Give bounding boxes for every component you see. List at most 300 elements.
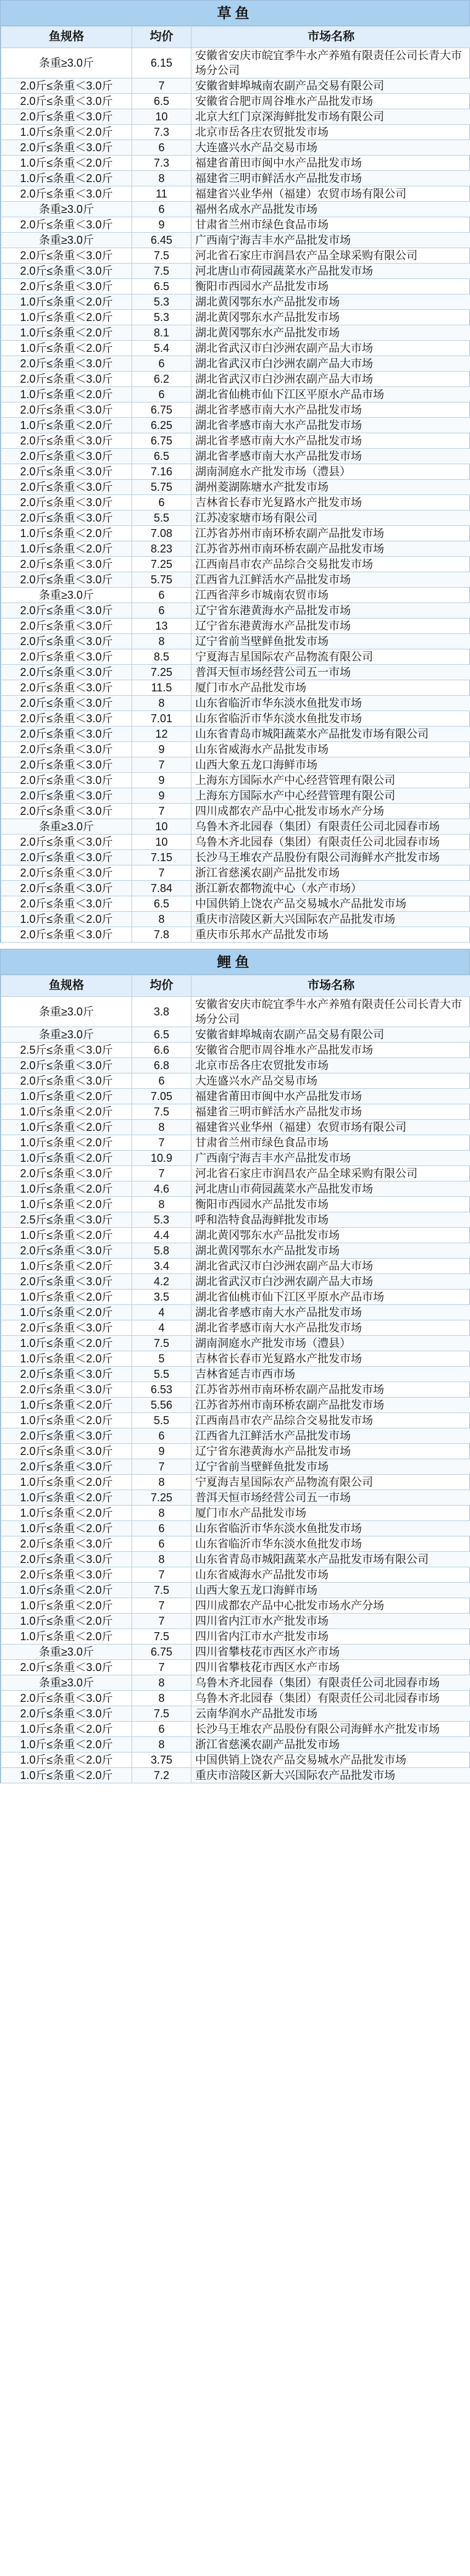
cell-price: 7.25 [132,1490,191,1506]
cell-spec: 2.5斤≤条重＜3.0斤 [1,1043,132,1058]
cell-market: 湖州菱湖陈塘水产批发市场 [191,480,470,495]
cell-market: 厦门市水产品批发市场 [191,1506,470,1521]
cell-spec: 1.0斤≤条重＜2.0斤 [1,1104,132,1120]
cell-price: 6 [132,588,191,603]
cell-market: 河北省石家庄市润昌农产品全球采购有限公司 [191,248,470,264]
cell-spec: 1.0斤≤条重＜2.0斤 [1,1182,132,1197]
cell-price: 8 [132,1737,191,1753]
cell-price: 7.15 [132,850,191,865]
table-row [1,433,470,449]
cell-spec: 条重≥3.0斤 [1,1027,132,1043]
cell-market: 北京大红门京深海鲜批发市场有限公司 [191,109,470,125]
table-row [1,1459,470,1475]
cell-market: 湖南洞庭水产批发市场（澧县） [191,1336,470,1351]
table-row [1,1058,470,1073]
cell-market: 吉林省长春市光复路水产批发市场 [191,495,470,511]
table-row [1,233,470,248]
table-row [1,480,470,495]
cell-price: 6 [132,356,191,372]
cell-spec: 2.0斤≤条重＜3.0斤 [1,186,132,202]
table-row [1,1398,470,1413]
price-table [1,975,470,1783]
table-row [1,1382,470,1398]
cell-spec: 2.0斤≤条重＜3.0斤 [1,217,132,233]
cell-spec: 1.0斤≤条重＜2.0斤 [1,1753,132,1768]
cell-price: 6.25 [132,418,191,433]
cell-price: 7 [132,1166,191,1182]
cell-price: 5.56 [132,1398,191,1413]
cell-spec: 1.0斤≤条重＜2.0斤 [1,1583,132,1598]
cell-price: 7.5 [132,1336,191,1351]
cell-spec: 2.5斤≤条重＜3.0斤 [1,1212,132,1228]
cell-spec: 1.0斤≤条重＜2.0斤 [1,1398,132,1413]
cell-price: 6.75 [132,433,191,449]
cell-market: 福建省兴业华州（福建）农贸市场有限公司 [191,186,470,202]
cell-market: 福建省莆田市闽中水产品批发市场 [191,156,470,171]
cell-market: 湖北黄冈鄂东水产品批发市场 [191,1228,470,1243]
table-row [1,680,470,696]
cell-spec: 2.0斤≤条重＜3.0斤 [1,1459,132,1475]
cell-market: 广西南宁海吉丰水产品批发市场 [191,1151,470,1166]
cell-spec: 2.0斤≤条重＜3.0斤 [1,649,132,665]
table-row [1,464,470,480]
table-body [1,48,470,943]
cell-spec: 2.0斤≤条重＜3.0斤 [1,1567,132,1583]
table-row [1,804,470,819]
cell-price: 10 [132,109,191,125]
cell-market: 重庆市涪陵区新大兴国际农产品批发市场 [191,912,470,927]
table-row [1,1691,470,1706]
cell-price: 6.75 [132,402,191,418]
cell-market: 四川省攀枝花市西区水产市场 [191,1660,470,1675]
cell-market: 四川省攀枝花市西区水产市场 [191,1644,470,1660]
cell-spec: 2.0斤≤条重＜3.0斤 [1,78,132,94]
cell-spec: 2.0斤≤条重＜3.0斤 [1,1706,132,1722]
cell-market: 江苏省苏州市南环桥农副产品批发市场 [191,541,470,557]
table-row [1,665,470,680]
cell-market: 长沙马王堆农产品股份有限公司海鲜水产批发市场 [191,850,470,865]
cell-spec: 1.0斤≤条重＜2.0斤 [1,1598,132,1614]
column-header-price: 均价 [132,27,191,48]
cell-spec: 1.0斤≤条重＜2.0斤 [1,156,132,171]
cell-price: 6 [132,495,191,511]
column-header-market: 市场名称 [191,27,470,48]
cell-spec: 1.0斤≤条重＜2.0斤 [1,171,132,186]
cell-market: 安徽省安庆市皖宜季牛水产养殖有限责任公司长青大市场分公司 [191,48,470,78]
cell-spec: 2.0斤≤条重＜3.0斤 [1,480,132,495]
cell-market: 中国供销上饶农产品交易城水产品批发市场 [191,1753,470,1768]
table-row [1,341,470,356]
cell-market: 辽宁省前当壁鲜鱼批发市场 [191,1459,470,1475]
cell-market: 呼和浩特食品海鲜批发市场 [191,1212,470,1228]
table-row [1,1737,470,1753]
cell-spec: 1.0斤≤条重＜2.0斤 [1,1521,132,1536]
cell-market: 浙江新农都物流中心（水产市场） [191,881,470,896]
cell-spec: 1.0斤≤条重＜2.0斤 [1,325,132,341]
cell-market: 山东省青岛市城阳蔬菜水产品批发市场有限公司 [191,727,470,742]
cell-price: 9 [132,773,191,788]
section-grass-carp [0,0,470,943]
cell-price: 8 [132,1675,191,1691]
table-row [1,1706,470,1722]
cell-market: 江西南昌市农产品综合交易批发市场 [191,1413,470,1428]
cell-spec: 2.0斤≤条重＜3.0斤 [1,1552,132,1567]
cell-price: 7.25 [132,557,191,572]
cell-market: 乌鲁木齐北园春（集团）有限责任公司北园春市场 [191,835,470,850]
cell-market: 湖北省孝感市南大水产品批发市场 [191,402,470,418]
cell-price: 5.5 [132,511,191,526]
table-row [1,727,470,742]
table-row [1,634,470,649]
cell-price: 11 [132,186,191,202]
cell-market: 山西大象五龙口海鲜市场 [191,1583,470,1598]
cell-market: 江苏凌家塘市场有限公司 [191,511,470,526]
cell-price: 7.5 [132,248,191,264]
cell-price: 4 [132,1320,191,1336]
table-row [1,1490,470,1506]
table-row [1,1753,470,1768]
cell-market: 四川省内江市水产批发市场 [191,1629,470,1644]
cell-price: 7.5 [132,264,191,279]
cell-spec: 2.0斤≤条重＜3.0斤 [1,757,132,773]
cell-spec: 2.0斤≤条重＜3.0斤 [1,835,132,850]
cell-spec: 1.0斤≤条重＜2.0斤 [1,387,132,402]
cell-price: 6 [132,603,191,619]
cell-market: 福建省莆田市闽中水产品批发市场 [191,1089,470,1104]
cell-spec: 2.0斤≤条重＜3.0斤 [1,264,132,279]
cell-spec: 条重≥3.0斤 [1,48,132,78]
table-row [1,1413,470,1428]
table-row [1,125,470,140]
cell-price: 11.5 [132,680,191,696]
cell-spec: 2.0斤≤条重＜3.0斤 [1,1166,132,1182]
table-row [1,1104,470,1120]
table-row [1,248,470,264]
cell-spec: 2.0斤≤条重＜3.0斤 [1,1058,132,1073]
cell-spec: 1.0斤≤条重＜2.0斤 [1,526,132,541]
table-row [1,325,470,341]
cell-market: 湖北省仙桃市仙下江区平原水产品市场 [191,387,470,402]
table-row [1,1243,470,1259]
cell-market: 广西南宁海吉丰水产品批发市场 [191,233,470,248]
cell-market: 甘肃省兰州市绿色食品市场 [191,217,470,233]
cell-market: 江西南昌市农产品综合交易批发市场 [191,557,470,572]
cell-market: 重庆市涪陵区新大兴国际农产品批发市场 [191,1768,470,1783]
cell-spec: 条重≥3.0斤 [1,588,132,603]
cell-market: 北京市岳各庄农贸批发市场 [191,1058,470,1073]
cell-price: 6 [132,202,191,217]
table-row [1,1583,470,1598]
table-row [1,1151,470,1166]
table-row [1,202,470,217]
cell-spec: 2.0斤≤条重＜3.0斤 [1,865,132,881]
cell-price: 5.5 [132,1367,191,1382]
cell-spec: 1.0斤≤条重＜2.0斤 [1,1737,132,1753]
cell-spec: 1.0斤≤条重＜2.0斤 [1,341,132,356]
table-row [1,418,470,433]
cell-spec: 2.0斤≤条重＜3.0斤 [1,711,132,727]
table-row [1,1536,470,1552]
table-row [1,1027,470,1043]
cell-price: 7.25 [132,665,191,680]
cell-price: 6.8 [132,1058,191,1073]
cell-spec: 2.0斤≤条重＜3.0斤 [1,433,132,449]
cell-price: 7 [132,1459,191,1475]
section-title: 草鱼 [1,0,469,26]
cell-market: 吉林省长春市光复路水产批发市场 [191,1351,470,1367]
table-row [1,279,470,294]
cell-market: 湖北省孝感市南大水产品批发市场 [191,433,470,449]
table-row [1,1428,470,1444]
cell-price: 7.16 [132,464,191,480]
cell-price: 7.5 [132,1583,191,1598]
table-row [1,402,470,418]
table-row [1,48,470,78]
cell-price: 5.75 [132,572,191,588]
cell-spec: 1.0斤≤条重＜2.0斤 [1,310,132,325]
table-row [1,94,470,109]
section-divider [0,943,470,949]
cell-price: 8.5 [132,649,191,665]
cell-market: 长沙马王堆农产品股份有限公司海鲜水产批发市场 [191,1722,470,1737]
table-row [1,757,470,773]
cell-market: 福建省三明市鲜活水产品批发市场 [191,1104,470,1120]
cell-market: 云南华润水产品批发市场 [191,1706,470,1722]
cell-spec: 1.0斤≤条重＜2.0斤 [1,1614,132,1629]
cell-market: 四川成都农产品中心批发市场水产分场 [191,804,470,819]
cell-price: 8.23 [132,541,191,557]
cell-spec: 2.0斤≤条重＜3.0斤 [1,1382,132,1398]
cell-price: 7 [132,78,191,94]
table-row [1,557,470,572]
cell-price: 6.45 [132,233,191,248]
cell-spec: 条重≥3.0斤 [1,233,132,248]
cell-spec: 2.0斤≤条重＜3.0斤 [1,449,132,464]
cell-price: 10 [132,819,191,835]
table-body [1,997,470,1783]
cell-market: 福州名成水产品批发市场 [191,202,470,217]
cell-market: 山东省临沂市华东淡水鱼批发市场 [191,1536,470,1552]
table-row [1,1506,470,1521]
table-row [1,1660,470,1675]
cell-price: 8 [132,634,191,649]
table-row [1,1351,470,1367]
cell-market: 江西省萍乡市城南农贸市场 [191,588,470,603]
table-row [1,1212,470,1228]
cell-spec: 2.0斤≤条重＜3.0斤 [1,1367,132,1382]
cell-market: 大连盛兴水产品交易市场 [191,140,470,156]
cell-price: 8 [132,1691,191,1706]
cell-spec: 2.0斤≤条重＜3.0斤 [1,603,132,619]
table-row [1,294,470,310]
cell-spec: 2.0斤≤条重＜3.0斤 [1,572,132,588]
cell-price: 5.3 [132,310,191,325]
table-header-row [1,975,470,997]
cell-spec: 1.0斤≤条重＜2.0斤 [1,1490,132,1506]
table-row [1,140,470,156]
table-row [1,649,470,665]
table-row [1,1274,470,1290]
table-row [1,541,470,557]
cell-spec: 2.0斤≤条重＜3.0斤 [1,109,132,125]
cell-price: 6.53 [132,1382,191,1398]
cell-market: 吉林省延吉市西市场 [191,1367,470,1382]
cell-price: 7.84 [132,881,191,896]
cell-price: 7 [132,865,191,881]
cell-price: 7.3 [132,156,191,171]
cell-price: 3.4 [132,1259,191,1274]
cell-spec: 1.0斤≤条重＜2.0斤 [1,912,132,927]
cell-price: 10.9 [132,1151,191,1166]
cell-spec: 2.0斤≤条重＜3.0斤 [1,1274,132,1290]
cell-price: 8 [132,1475,191,1490]
cell-price: 8 [132,1552,191,1567]
cell-price: 7 [132,1598,191,1614]
cell-price: 7.3 [132,125,191,140]
cell-price: 5.3 [132,294,191,310]
cell-price: 7.01 [132,711,191,727]
cell-spec: 1.0斤≤条重＜2.0斤 [1,1629,132,1644]
cell-market: 湖北省武汉市白沙洲农副产品大市场 [191,356,470,372]
table-row [1,881,470,896]
cell-market: 江苏省苏州市南环桥农副产品批发市场 [191,1398,470,1413]
cell-price: 7.05 [132,1089,191,1104]
cell-spec: 2.0斤≤条重＜3.0斤 [1,680,132,696]
cell-price: 4 [132,1305,191,1320]
cell-price: 3.8 [132,997,191,1027]
cell-market: 辽宁省东港黄海水产品批发市场 [191,1444,470,1459]
table-row [1,819,470,835]
table-row [1,997,470,1027]
cell-market: 山东省青岛市城阳蔬菜水产品批发市场有限公司 [191,1552,470,1567]
cell-market: 湖北省孝感市南大水产品批发市场 [191,1320,470,1336]
cell-market: 辽宁省东港黄海水产品批发市场 [191,603,470,619]
cell-spec: 2.0斤≤条重＜3.0斤 [1,788,132,804]
cell-price: 4.2 [132,1274,191,1290]
cell-price: 6.5 [132,896,191,912]
cell-price: 7 [132,1660,191,1675]
cell-market: 山东省临沂市华东淡水鱼批发市场 [191,696,470,711]
cell-market: 乌鲁木齐北园春（集团）有限责任公司北园春市场 [191,1691,470,1706]
table-row [1,156,470,171]
cell-spec: 2.0斤≤条重＜3.0斤 [1,881,132,896]
cell-market: 衡阳市西园水产品批发市场 [191,279,470,294]
table-row [1,1197,470,1212]
table-row [1,387,470,402]
cell-market: 浙江省慈溪农副产品批发市场 [191,865,470,881]
cell-spec: 2.0斤≤条重＜3.0斤 [1,356,132,372]
cell-market: 湖北省武汉市白沙洲农副产品大市场 [191,341,470,356]
cell-spec: 2.0斤≤条重＜3.0斤 [1,557,132,572]
table-row [1,511,470,526]
cell-price: 6.5 [132,449,191,464]
table-row [1,1768,470,1783]
cell-market: 上海东方国际水产中心经营管理有限公司 [191,788,470,804]
cell-market: 安徽省合肥市周谷堆水产品批发市场 [191,94,470,109]
table-row [1,1598,470,1614]
table-row [1,603,470,619]
cell-market: 乌鲁木齐北园春（集团）有限责任公司北园春市场 [191,819,470,835]
cell-spec: 2.0斤≤条重＜3.0斤 [1,94,132,109]
cell-price: 9 [132,742,191,757]
table-row [1,217,470,233]
cell-spec: 2.0斤≤条重＜3.0斤 [1,896,132,912]
table-row [1,526,470,541]
table-row [1,1644,470,1660]
cell-price: 7.8 [132,927,191,943]
cell-market: 湖北黄冈鄂东水产品批发市场 [191,1243,470,1259]
table-row [1,696,470,711]
cell-price: 6 [132,1536,191,1552]
table-row [1,171,470,186]
cell-spec: 1.0斤≤条重＜2.0斤 [1,1506,132,1521]
table-row [1,1552,470,1567]
cell-spec: 2.0斤≤条重＜3.0斤 [1,927,132,943]
cell-price: 6.15 [132,48,191,78]
cell-market: 中国供销上饶农产品交易城水产品批发市场 [191,896,470,912]
cell-spec: 条重≥3.0斤 [1,997,132,1027]
cell-spec: 1.0斤≤条重＜2.0斤 [1,294,132,310]
cell-price: 3.75 [132,1753,191,1768]
cell-market: 山西大象五龙口海鲜市场 [191,757,470,773]
table-row [1,449,470,464]
cell-spec: 2.0斤≤条重＜3.0斤 [1,727,132,742]
table-row [1,1722,470,1737]
cell-market: 宁夏海吉星国际农产品物流有限公司 [191,1475,470,1490]
cell-market: 安徽省合肥市周谷堆水产品批发市场 [191,1043,470,1058]
table-row [1,788,470,804]
cell-spec: 1.0斤≤条重＜2.0斤 [1,541,132,557]
cell-market: 辽宁省东港黄海水产品批发市场 [191,619,470,634]
table-row [1,1120,470,1135]
cell-price: 9 [132,217,191,233]
table-header-row [1,27,470,48]
cell-market: 山东省临沂市华东淡水鱼批发市场 [191,1521,470,1536]
cell-price: 8 [132,1506,191,1521]
cell-market: 湖北省武汉市白沙洲农副产品大市场 [191,1274,470,1290]
table-row [1,1521,470,1536]
cell-spec: 1.0斤≤条重＜2.0斤 [1,1475,132,1490]
cell-spec: 1.0斤≤条重＜2.0斤 [1,125,132,140]
cell-spec: 2.0斤≤条重＜3.0斤 [1,619,132,634]
table-row [1,711,470,727]
table-row [1,356,470,372]
cell-price: 9 [132,788,191,804]
cell-spec: 1.0斤≤条重＜2.0斤 [1,1135,132,1151]
cell-spec: 1.0斤≤条重＜2.0斤 [1,1768,132,1783]
cell-price: 8 [132,171,191,186]
section-common-carp [0,949,470,1783]
cell-spec: 1.0斤≤条重＜2.0斤 [1,1120,132,1135]
cell-market: 普洱天恒市场经营公司五一市场 [191,1490,470,1506]
cell-market: 浙江省慈溪农副产品批发市场 [191,1737,470,1753]
cell-market: 江西省九江鲜活水产品批发市场 [191,572,470,588]
cell-price: 6 [132,1722,191,1737]
cell-market: 山东省临沂市华东淡水鱼批发市场 [191,711,470,727]
cell-spec: 2.0斤≤条重＜3.0斤 [1,1320,132,1336]
cell-spec: 2.0斤≤条重＜3.0斤 [1,773,132,788]
cell-price: 6.5 [132,1027,191,1043]
table-row [1,1367,470,1382]
cell-market: 湖北黄冈鄂东水产品批发市场 [191,310,470,325]
cell-spec: 1.0斤≤条重＜2.0斤 [1,1197,132,1212]
table-row [1,572,470,588]
cell-market: 安徽省安庆市皖宜季牛水产养殖有限责任公司长青大市场分公司 [191,997,470,1027]
cell-spec: 条重≥3.0斤 [1,1675,132,1691]
table-row [1,588,470,603]
cell-market: 河北省石家庄市润昌农产品全球采购有限公司 [191,1166,470,1182]
table-row [1,896,470,912]
